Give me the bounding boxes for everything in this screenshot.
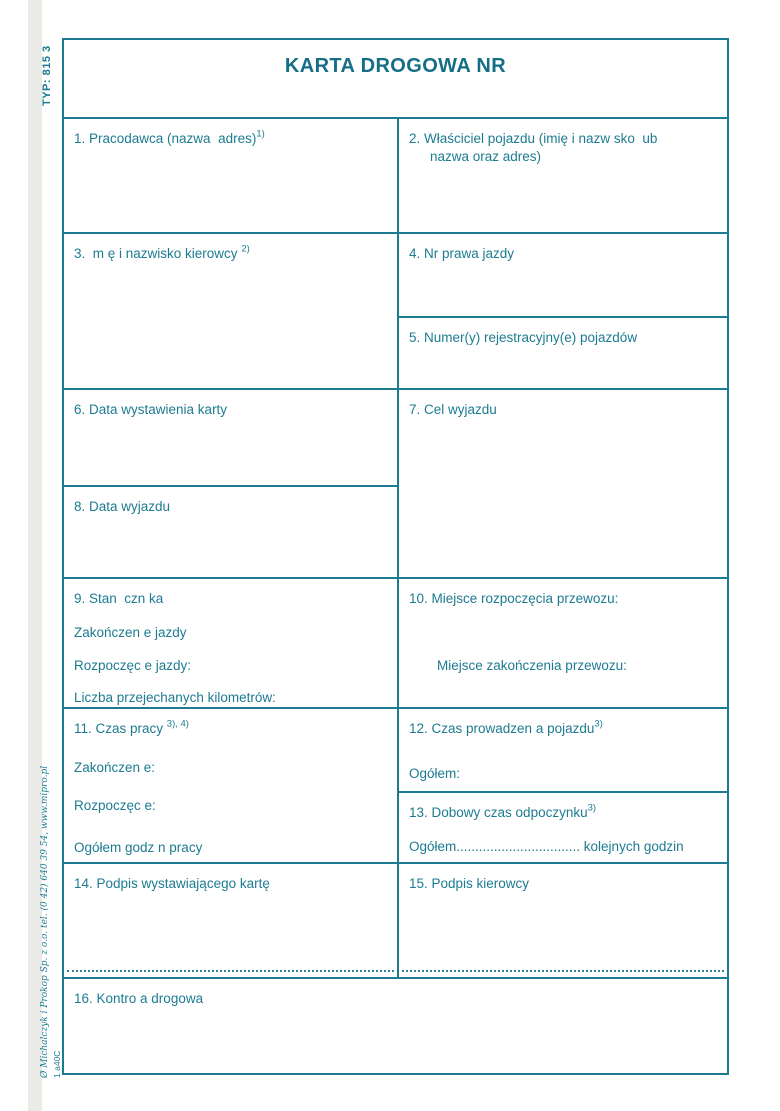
field-4-label: 4. Nr prawa jazdy	[409, 246, 515, 261]
field-13-footnote: 3)	[587, 802, 597, 814]
field-10-miejsce-przewozu	[399, 579, 727, 707]
field-2-label: 2. Właściciel pojazdu (imię i nazw sko ub	[409, 131, 658, 146]
field-1-footnote: 1)	[256, 128, 265, 140]
field-2-wlasciciel-pojazdu	[399, 119, 727, 232]
field-9-rozpoczecie-jazdy: Rozpoczęc e jazdy:	[74, 658, 192, 673]
field-13-label: 13. Dobowy czas odpoczynku	[409, 805, 588, 820]
field-16-label: 16. Kontro a drogowa	[74, 991, 204, 1006]
field-3-imie-nazwisko-kierowcy	[64, 234, 397, 388]
form-title: KARTA DROGOWA NR	[284, 55, 507, 77]
field-7-label: 7. Cel wyjazdu	[409, 402, 497, 417]
field-11-label: 11. Czas pracy	[74, 721, 167, 736]
field-1-label: 1. Pracodawca (nazwa adres)	[74, 131, 257, 146]
field-11-footnote: 3), 4)	[166, 718, 189, 730]
field-9-zakonczenie-jazdy: Zakończen e jazdy	[74, 625, 187, 640]
field-13-dobowy-odpoczynek	[399, 791, 727, 862]
row-odometer-route	[64, 577, 727, 707]
field-15-label: 15. Podpis kierowcy	[409, 876, 530, 891]
field-12-ogolem: Ogółem:	[409, 766, 461, 781]
row-dates-purpose	[64, 388, 727, 577]
field-8-data-wyjazdu	[64, 485, 397, 577]
field-9-stan-licznika	[64, 579, 397, 707]
field-14-podpis-wystawiajacego	[64, 864, 397, 977]
publisher-imprint: Ø Michalczyk i Prokop Sp. z o.o. tel. (0 42) 640 39 54, www.mipro.pl	[40, 765, 50, 1078]
field-11-ogolem-godzin-pracy: Ogółem godz n pracy	[74, 840, 203, 855]
field-14-label: 14. Podpis wystawiającego kartę	[74, 876, 270, 891]
field-5-label: 5. Numer(y) rejestracyjny(e) pojazdów	[409, 330, 638, 345]
field-3-footnote: 2)	[241, 243, 250, 255]
field-12-czas-prowadzenia	[399, 709, 727, 791]
field-7-cel-wyjazdu	[399, 390, 727, 577]
signature-dotted-line	[402, 970, 724, 972]
waybill-form	[62, 38, 729, 1075]
field-3-label: 3. m ę i nazwisko kierowcy	[74, 246, 242, 261]
field-11-zakonczenie: Zakończen e:	[74, 760, 156, 775]
field-8-label: 8. Data wyjazdu	[74, 499, 171, 514]
row-roadside-check	[64, 977, 727, 1073]
field-1-pracodawca	[64, 119, 397, 232]
field-9-liczba-kilometrow: Liczba przejechanych kilometrów:	[74, 690, 276, 705]
field-16-kontrola-drogowa	[64, 979, 727, 1073]
row-work-drive-rest-time	[64, 707, 727, 862]
field-4-nr-prawa-jazdy	[399, 234, 727, 316]
print-code: 1 a40C	[52, 1050, 62, 1078]
row-signatures	[64, 862, 727, 977]
field-6-data-wystawienia	[64, 390, 397, 485]
field-13-ogolem-kolejnych-godzin: Ogółem................................. kolejnych godzin	[409, 839, 684, 854]
field-11-czas-pracy	[64, 709, 397, 862]
form-type-label: TYP: 815 3	[41, 45, 53, 106]
field-11-rozpoczecie: Rozpoczęc e:	[74, 798, 156, 813]
title-row	[64, 40, 727, 117]
field-15-podpis-kierowcy	[399, 864, 727, 977]
field-12-footnote: 3)	[594, 718, 603, 730]
field-10-label: 10. Miejsce rozpoczęcia przewozu:	[409, 591, 619, 606]
field-10-miejsce-zakonczenia: Miejsce zakończenia przewozu:	[437, 658, 627, 673]
signature-dotted-line	[67, 970, 394, 972]
row-driver-licence	[64, 232, 727, 388]
field-2-label-line2: nazwa oraz adres)	[430, 148, 542, 164]
field-12-label: 12. Czas prowadzen a pojazdu	[409, 721, 595, 736]
field-9-label: 9. Stan czn ka	[74, 591, 164, 606]
field-5-numery-rejestracyjne	[399, 316, 727, 388]
field-6-label: 6. Data wystawienia karty	[74, 402, 228, 417]
row-employer-owner	[64, 117, 727, 232]
